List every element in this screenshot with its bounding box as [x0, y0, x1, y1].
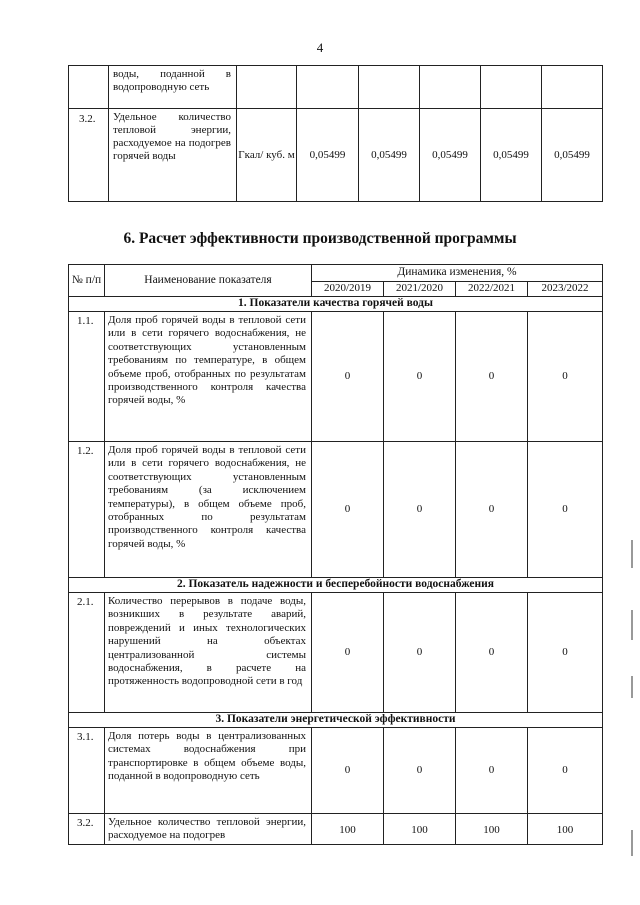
value-cell: 100	[384, 814, 456, 845]
header-year: 2021/2020	[384, 282, 456, 297]
value-cell: 0	[528, 312, 603, 442]
indicator-name: Доля потерь воды в централизованных системах водоснабжения при транспортировке в общем объеме воды, поданной в водопроводную сеть	[105, 728, 312, 814]
value-cell	[542, 66, 603, 109]
value-cell: 0	[312, 442, 384, 578]
value-cell: 0,05499	[420, 109, 481, 202]
table-row	[69, 66, 603, 109]
value-cell: 0	[384, 312, 456, 442]
efficiency-table	[68, 264, 603, 845]
value-cell: 0	[528, 442, 603, 578]
value-cell: 0	[456, 442, 528, 578]
row-number	[69, 66, 109, 109]
unit-cell	[237, 66, 297, 109]
header-year: 2023/2022	[528, 282, 603, 297]
table-row	[69, 442, 603, 578]
value-cell: 0	[312, 728, 384, 814]
table-row	[69, 814, 603, 845]
value-cell: 0	[312, 312, 384, 442]
section-heading: 1. Показатели качества горячей воды	[69, 297, 603, 312]
header-dynamics: Динамика изменения, %	[312, 265, 603, 282]
row-number: 3.2.	[69, 814, 105, 845]
section-heading: 3. Показатели энергетической эффективности	[69, 713, 603, 728]
scan-mark	[631, 676, 633, 698]
indicator-name: воды, поданной в водопроводную сеть	[109, 66, 237, 109]
value-cell: 0,05499	[481, 109, 542, 202]
value-cell: 0	[384, 442, 456, 578]
row-number: 1.1.	[69, 312, 105, 442]
section-row	[69, 297, 603, 312]
value-cell: 100	[528, 814, 603, 845]
page-number: 4	[316, 40, 324, 55]
value-cell	[359, 66, 420, 109]
header-row	[69, 265, 603, 282]
value-cell: 0	[456, 593, 528, 713]
value-cell: 0	[456, 312, 528, 442]
row-number: 2.1.	[69, 593, 105, 713]
section-row	[69, 713, 603, 728]
table-row	[69, 728, 603, 814]
scan-mark	[631, 830, 633, 856]
value-cell: 0	[456, 728, 528, 814]
value-cell: 100	[456, 814, 528, 845]
value-cell: 0,05499	[542, 109, 603, 202]
table-row	[69, 109, 603, 202]
value-cell: 0	[384, 728, 456, 814]
scan-mark	[631, 540, 633, 568]
indicator-name: Удельное количество тепловой энергии, расходуемое на подогрев	[105, 814, 312, 845]
value-cell: 0	[528, 593, 603, 713]
header-year: 2022/2021	[456, 282, 528, 297]
value-cell: 0	[384, 593, 456, 713]
row-number: 3.2.	[69, 109, 109, 202]
section-row	[69, 578, 603, 593]
value-cell	[420, 66, 481, 109]
section-title: 6. Расчет эффективности производственной программы	[123, 230, 517, 247]
value-cell: 0,05499	[297, 109, 359, 202]
row-number: 3.1.	[69, 728, 105, 814]
value-cell: 0,05499	[359, 109, 420, 202]
value-cell	[481, 66, 542, 109]
value-cell: 0	[312, 593, 384, 713]
indicator-name: Доля проб горячей воды в тепловой сети или в сети горячего водоснабжения, не соответствующих установленным требованиям (за исключением температуры), в общем объеме проб, отобранных по результатам производственного контроля качества горячей воды, %	[105, 442, 312, 578]
row-number: 1.2.	[69, 442, 105, 578]
value-cell	[297, 66, 359, 109]
indicator-name: Доля проб горячей воды в тепловой сети или в сети горячего водоснабжения, не соответствующих установленным требованиям по температуре, в общем объеме проб, отобранных по результатам производственного контроля качества горячей воды, %	[105, 312, 312, 442]
value-cell: 100	[312, 814, 384, 845]
value-cell: 0	[528, 728, 603, 814]
header-number: № п/п	[69, 265, 105, 297]
header-indicator-name: Наименование показателя	[105, 265, 312, 297]
table-row	[69, 593, 603, 713]
indicator-name: Количество перерывов в подаче воды, возникших в результате аварий, повреждений и иных технологических нарушений на объектах централизованной системы водоснабжения, в расчете на протяженность водопроводной сети в год	[105, 593, 312, 713]
continuation-table	[68, 65, 603, 202]
header-year: 2020/2019	[312, 282, 384, 297]
scan-mark	[631, 610, 633, 640]
indicator-name: Удельное количество тепловой энергии, расходуемое на подогрев горячей воды	[109, 109, 237, 202]
table-row	[69, 312, 603, 442]
section-heading: 2. Показатель надежности и бесперебойности водоснабжения	[69, 578, 603, 593]
unit-cell: Гкал/ куб. м	[237, 109, 297, 202]
